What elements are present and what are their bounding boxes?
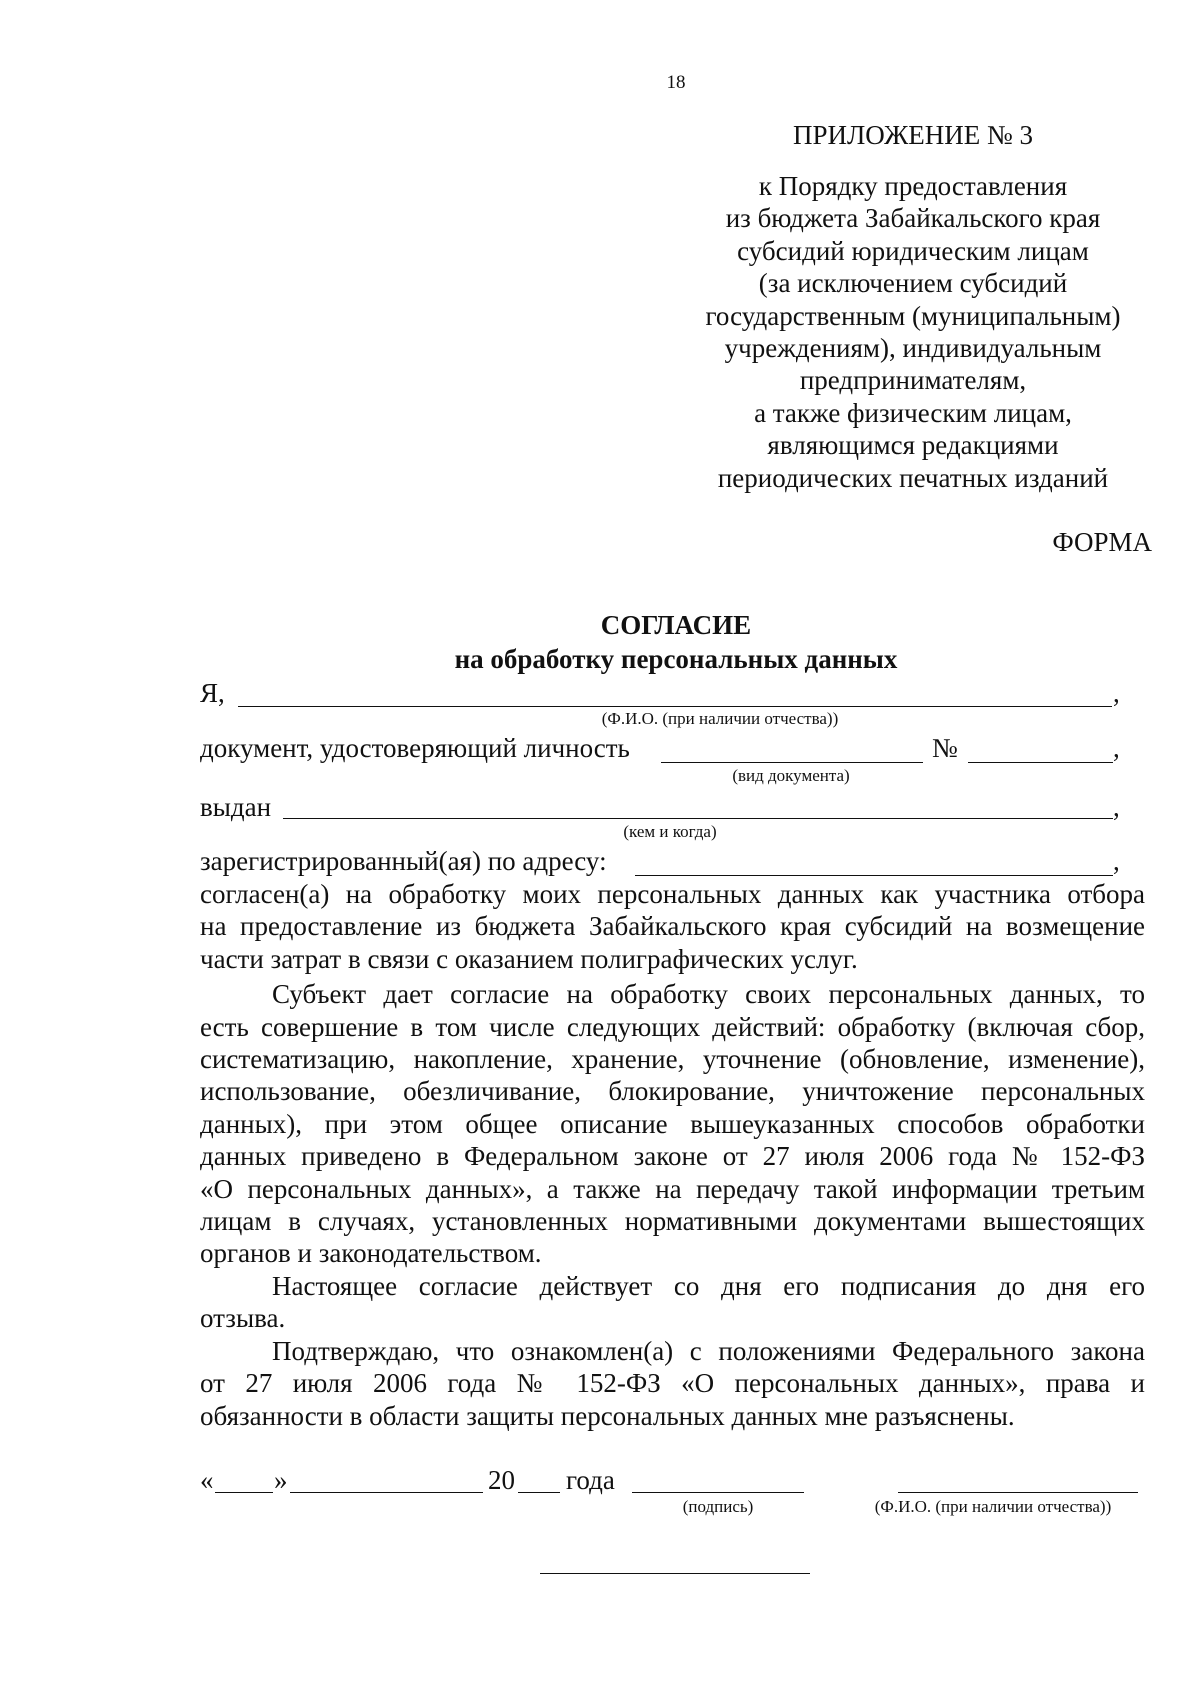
- document-subtitle: на обработку персональных данных: [454, 644, 898, 674]
- year-field[interactable]: [518, 1492, 560, 1493]
- text-line: лицам в случаях, установленных нормативными документами вышестоящих: [200, 1206, 1145, 1237]
- text-line: Подтверждаю, что ознакомлен(а) с положениями Федерального закона: [272, 1335, 1145, 1366]
- fio-field[interactable]: [238, 706, 1112, 707]
- day-field[interactable]: [215, 1492, 273, 1493]
- appendix-title: ПРИЛОЖЕНИЕ № 3: [792, 120, 1034, 150]
- date-quote-close: »: [274, 1465, 288, 1495]
- text-line: части затрат в связи с оказанием полиграфических услуг.: [200, 943, 858, 974]
- appendix-description: [660, 170, 1166, 494]
- text-line: обязанности в области защиты персональных данных мне разъяснены.: [200, 1400, 1015, 1431]
- doc-type-field[interactable]: [661, 762, 923, 763]
- comma: ,: [1113, 733, 1120, 763]
- text-line: данных), при этом общее описание вышеуказанных способов обработки: [200, 1108, 1145, 1139]
- year-suffix: года: [566, 1465, 615, 1495]
- paragraph-actions: [200, 978, 1145, 1270]
- appendix-line: учреждениям), индивидуальным: [724, 333, 1102, 364]
- issued-field[interactable]: [283, 818, 1113, 819]
- text-line: есть совершение в том числе следующих действий: обработку (включая сбор,: [200, 1011, 1145, 1042]
- comma: ,: [1113, 678, 1120, 708]
- paragraph-consent: [200, 878, 1145, 975]
- text-line: от 27 июля 2006 года № 152-ФЗ «О персональных данных», права и: [200, 1368, 1145, 1399]
- month-field[interactable]: [290, 1492, 483, 1493]
- comma: ,: [1113, 792, 1120, 822]
- appendix-line: государственным (муниципальным): [705, 300, 1121, 331]
- document-title: СОГЛАСИЕ: [600, 610, 752, 640]
- text-line: систематизацию, накопление, хранение, уточнение (обновление, изменение),: [200, 1044, 1145, 1075]
- issued-label: выдан: [200, 792, 272, 822]
- i-label: Я,: [200, 678, 225, 708]
- address-field[interactable]: [635, 875, 1113, 876]
- doc-number-label: №: [932, 733, 958, 763]
- text-line: «О персональных данных», а также на передачу такой информации третьим: [200, 1173, 1145, 1204]
- address-label: зарегистрированный(ая) по адресу:: [200, 846, 607, 876]
- comma: ,: [1113, 846, 1120, 876]
- appendix-line: субсидий юридическим лицам: [737, 235, 1089, 266]
- page-number: 18: [666, 72, 686, 93]
- appendix-line: из бюджета Забайкальского края: [725, 203, 1101, 234]
- signature-caption: (подпись): [682, 1497, 754, 1516]
- text-line: Субъект дает согласие на обработку своих персональных данных, то: [272, 979, 1145, 1010]
- text-line: органов и законодательством.: [200, 1238, 542, 1269]
- fio-caption: (Ф.И.О. (при наличии отчества)): [601, 709, 839, 728]
- doc-number-field[interactable]: [968, 762, 1113, 763]
- text-line: Настоящее согласие действует со дня его подписания до дня его: [272, 1270, 1145, 1301]
- appendix-line: к Порядку предоставления: [758, 171, 1068, 201]
- paragraph-confirmation: [200, 1335, 1145, 1432]
- text-line: согласен(а) на обработку моих персональных данных как участника отбора: [200, 879, 1145, 909]
- signer-name-field[interactable]: [898, 1492, 1138, 1493]
- doc-label: документ, удостоверяющий личность: [200, 733, 630, 763]
- appendix-line: периодических печатных изданий: [717, 462, 1109, 493]
- issued-caption: (кем и когда): [623, 822, 717, 841]
- form-label: ФОРМА: [1052, 527, 1152, 557]
- consent-body: [200, 878, 1145, 1432]
- footer-rule: [540, 1573, 810, 1574]
- doc-type-caption: (вид документа): [732, 766, 850, 785]
- appendix-line: (за исключением субсидий: [758, 268, 1068, 299]
- appendix-line: а также физическим лицам,: [754, 397, 1072, 428]
- text-line: использование, обезличивание, блокирование, уничтожение персональных: [200, 1076, 1145, 1107]
- appendix-line: являющимся редакциями: [767, 430, 1059, 461]
- text-line: отзыва.: [200, 1303, 286, 1334]
- signature-field[interactable]: [632, 1492, 804, 1493]
- year-prefix: 20: [488, 1465, 515, 1495]
- paragraph-validity: [200, 1270, 1145, 1335]
- date-quote-open: «: [200, 1465, 214, 1495]
- text-line: данных приведено в Федеральном законе от 27 июля 2006 года № 152-ФЗ: [200, 1141, 1145, 1172]
- appendix-line: предпринимателям,: [799, 365, 1027, 396]
- signer-name-caption: (Ф.И.О. (при наличии отчества)): [874, 1497, 1112, 1516]
- text-line: на предоставление из бюджета Забайкальского края субсидий на возмещение: [200, 911, 1145, 942]
